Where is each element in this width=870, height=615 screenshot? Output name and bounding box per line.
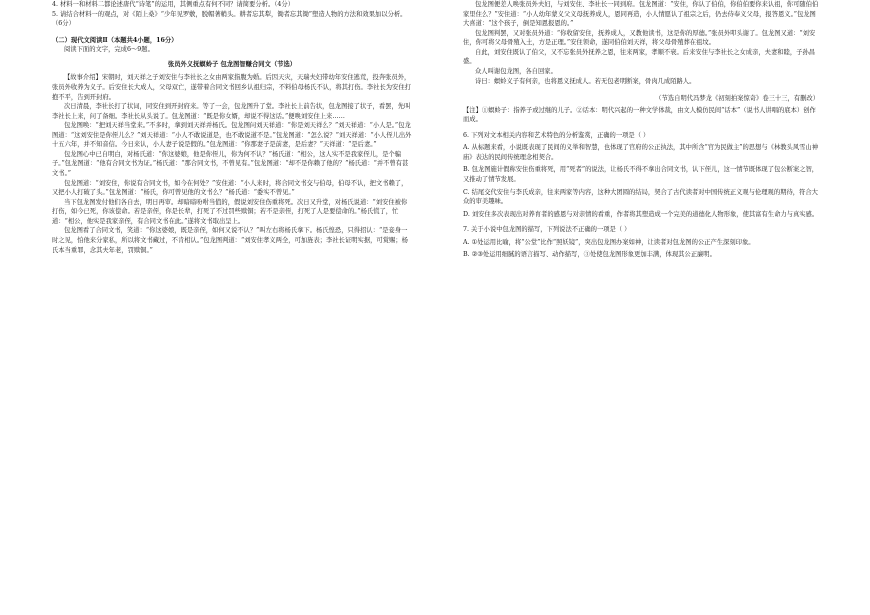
story-paragraph: 包龙图心中已自明白，对杨氏道：“你这婆娘，他是你侄儿，你为何不认？”杨氏道：“相公，这人实不是我家侄儿，是个骗子。”包龙图道：“他有合同文书为证。”杨氏道：“那合同文书，不曾见有。”包龙图道：“却不是你赖了他的？”杨氏道：“并不曾有甚文书。” (52, 150, 409, 177)
story-paragraph: 包龙图判罢，又对张员外道：“你收留安住，抚养成人，又教他读书，这是你的厚德。”张员外叩头谢了。包龙图又道：“刘安住，你可将父母骨殖入土，方是正理。”安住领命，遂同伯伯刘天祥，将父母骨殖葬在祖坟。 (463, 29, 816, 47)
source-citation: （节选自明代冯梦龙《初刻拍案惊奇》卷三十三，有删改） (655, 95, 819, 103)
story-paragraph: 众人叫谢包龙图，各自回家。 (475, 67, 557, 75)
question-7-stem: 7. 关于小说中包龙图的描写，下列说法不正确的一项是（ ） (463, 226, 631, 234)
right-column (463, 0, 819, 260)
story-paragraph: 包龙图唤：“把刘天祥当堂来。”不多时，拿到刘天祥并杨氏。包龙图问刘天祥道：“你是刘天祥么？”刘天祥道：“小人是。”包龙图道：“这刘安住是你侄儿么？”刘天祥道：“小人不敢说道是，也不敢说道不是。”包龙图道：“怎么说？”刘天祥道：“小人侄儿出外十五六年，并不知音信。今日来认，小人妻子说是假的。”包龙图道：“你那妻子是前妻，是后妻？”天祥道：“是后妻。” (52, 122, 412, 149)
reading-instructions: 阅读下面的文字，完成6～9题。 (64, 46, 154, 54)
story-paragraph: 【故事介绍】宋朝时，刘天祥之子刘安住与李社长之女由两家指腹为婚。后因天灾，天瑞夫妇带幼年安住逃荒，投奔张员外，张员外收养为义子。后安住长大成人，父母双亡，遂带着合同文书回乡认祖归宗，不料伯母杨氏不认，将其打伤。李社长为安住打抱不平，告到开封府。 (52, 74, 411, 101)
question-4: 4. 材料一和材料二都论述唐代“诗笔”的运用，其侧重点有何不同？请简要分析。（4分） (52, 1, 294, 8)
story-paragraph: 包龙图道：“刘安住，你说有合同文书，如今在何处？”安住道：“小人来时，将合同文书交与伯母，伯母不认，把文书赖了，又把小人打破了头。”包龙图道：“杨氏，你可曾见他的文书么？”杨氏道：“委实不曾见。” (52, 179, 408, 197)
story-paragraph: 次日清晨，李社长打了状词，同安住到开封府来。等了一会，包龙图升了堂。李社长上前告状，包龙图接了状子，看罢，先叫李社长上来，问了备细。李社长从头说了。包龙图道：“既是你女婿，却说不得这话。”便唤刘安住上来…… (52, 103, 411, 120)
footnote: 【注】①螟蛉子：指养子或过继的儿子。②话本：明代兴起的一种文学体裁，由文人模仿民间“话本”（说书人讲唱的底本）创作而成。 (463, 106, 816, 124)
section-heading: （二）现代文阅读Ⅱ（本题共4小题，16分） (52, 36, 178, 44)
question-6-option-b: B. 包龙图施计假称安住伤重将死，用“死者”的说法，让杨氏不得不拿出合同文书，认下侄儿，这一情节既体现了包公断案之智，又推动了情节发展。 (463, 166, 819, 183)
question-7-option-b: B. ②③处运用细腻的语言描写、动作描写，③处使包龙图形象更加丰满，体现其公正廉明。 (463, 251, 716, 259)
question-7-option-a: A. ①处运用比喻，将“公堂”比作“照妖镜”，突出包龙图办案如神，让读者对包龙图的公正产生深刻印象。 (463, 238, 755, 246)
story-paragraph: 包龙图看了合同文书，笑道：“你这婆娘，既是亲侄，如何又说不认？”叫左右将杨氏拿下。杨氏惶恐，只得招认：“是妾身一时之见，怕他来分家私，所以将文书藏过，不肯相认。”包龙图判道：“刘安住孝义两全，可加旌表；李社长证明实据，可赏赐；杨氏本当重罪，念其夫年老，罚赎铜。” (52, 227, 408, 254)
question-6-option-a: A. 从标题来看，小说既表现了民间的义举和智慧，也体现了官府的公正执法，其中所含“官为民做主”的思想与《林教头风雪山神庙》表达的民间传统理念相契合。 (463, 144, 819, 161)
story-paragraph: 当下包龙图发付他们各自去，明日再审。却暗暗吩咐当值的，假说刘安住伤重将死。次日又升堂，对杨氏说道：“刘安住被你打伤，如今已死，你该偿命。若是亲侄，你是长辈，打死了不过罚些赎铜；若不是亲侄，打死了人是要偿命的。”杨氏慌了，忙道：“相公，他实是我家亲侄，有合同文书在此。”遂将文书取出呈上。 (52, 198, 408, 225)
story-paragraph: 包龙图便差人唤张员外夫妇，与刘安住、李社长一同到府。包龙图道：“安住，你认了伯伯，你伯伯要你来认祖，你可随伯伯家里住么？”安住道：“小人幼年蒙义父义母抚养成人，恩同再造，小人情愿认了祖宗之后，仍去侍奉义父母，报答恩义。”包龙图大喜道：“这个孩子，倒是知恩报恩的。” (463, 1, 819, 28)
question-6-stem: 6. 下列对文本相关内容和艺术特色的分析鉴赏，正确的一项是（ ） (463, 131, 650, 139)
story-paragraph: 自此，刘安住既认了伯父，又不忘张员外抚养之恩，往来两家，孝顺不衰。后来安住与李社长之女成亲，夫妻和睦，子孙昌盛。 (463, 48, 816, 66)
story-title: 张员外义抚螟蛉子 包龙图智赚合同文（节选） (167, 60, 297, 68)
question-6-option-c: C. 结尾交代安住与李氏成亲，往来两家等内容，这种大团圆的结局，契合了古代读者对中国传统正义观与伦理观的期待，符合大众的审美趣味。 (463, 188, 818, 206)
question-6-option-d: D. 刘安住多次表现出对养育者的感恩与对亲情的看重，作者将其塑造成一个完美的道德化人物形象，使其富有生命力与真实感。 (463, 210, 819, 218)
story-paragraph: 诗曰：螟蛉义子有何亲，也将恩义抚成人。若无包老明断案，骨肉几成陌路人。 (475, 77, 696, 85)
question-5: 5. 请结合材料一的观点，对《陌上桑》“少年见罗敷，脱帽著帩头。耕者忘其犁，锄者忘其锄”塑造人物的方法和效果加以分析。（6分） (52, 10, 407, 28)
left-column (52, 0, 412, 255)
